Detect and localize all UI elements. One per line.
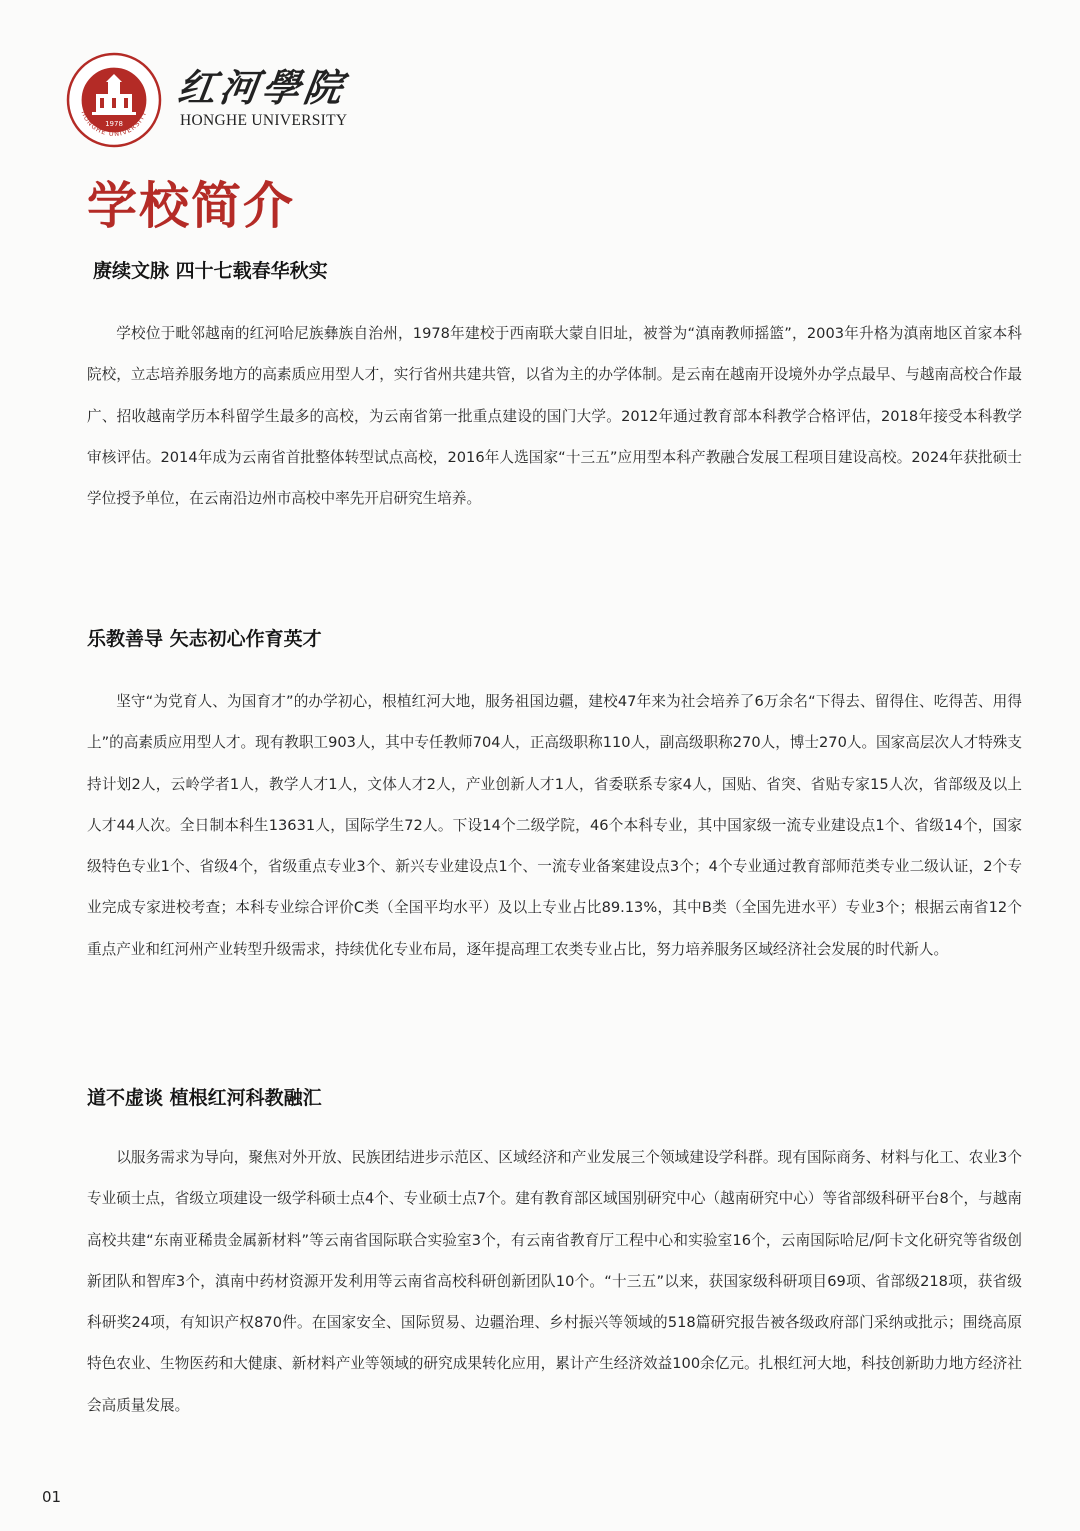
seal-ring-text: HONGHE UNIVERSITY [79,109,149,139]
brand-wordmark [174,65,350,130]
brand-en-name: HONGHE UNIVERSITY [180,112,348,129]
section-body: 学校位于毗邻越南的红河哈尼族彝族自治州，1978年建校于西南联大蒙自旧址，被誉为“滇南教师摇篮”，2003年升格为滇南地区首家本科院校，立志培养服务地方的高素质应用型人才，实行省州共建共管，以省为主的办学体制。是云南在越南开设境外办学点最早、与越南高校合作最广、招收越南学历本科留学生最多的高校，为云南省第一批重点建设的国门大学。2012年通过教育部本科教学合格评估，2018年接受本科教学审核评估。2014年成为云南省首批整体转型试点高校，2016年人选国家“十三五”应用型本科产教融合发展工程项目建设高校。2024年获批硕士学位授予单位，在云南沿边州市高校中率先开启研究生培养。 [87,325,1022,508]
section-body: 以服务需求为导向，聚焦对外开放、民族团结进步示范区、区域经济和产业发展三个领域建设学科群。现有国际商务、材料与化工、农业3个专业硕士点，省级立项建设一级学科硕士点4个、专业硕士点7个。建有教育部区域国别研究中心（越南研究中心）等省部级科研平台8个，与越南高校共建“东南亚稀贵金属新材料”等云南省国际联合实验室3个，有云南省教育厅工程中心和实验室16个，云南国际哈尼/阿卡文化研究等省级创新团队和智库3个，滇南中药材资源开发利用等云南省高校科研创新团队10个。“十三五”以来，获国家级科研项目69项、省部级218项，获省级科研奖24项，有知识产权870件。在国家安全、国际贸易、边疆治理、乡村振兴等领域的518篇研究报告被各级政府部门采纳或批示；围绕高原特色农业、生物医药和大健康、新材料产业等领域的研究成果转化应用，累计产生经济效益100余亿元。扎根红河大地，科技创新助力地方经济社会高质量发展。 [87,1149,1022,1414]
university-seal-logo [66,52,162,148]
header [66,52,466,152]
page-number: 01 [42,1488,62,1506]
seal-year: 1978 [105,120,123,128]
page-title: 学校简介 [87,177,295,235]
section-heading: 道不虚谈 植根红河科教融汇 [87,1087,322,1109]
section-teaching [87,624,1022,970]
section-body: 坚守“为党育人、为国育才”的办学初心，根植红河大地，服务祖国边疆，建校47年来为社会培养了6万余名“下得去、留得住、吃得苦、用得上”的高素质应用型人才。现有教职工903人，其中专任教师704人，正高级职称110人，副高级职称270人，博士270人。国家高层次人才特殊支持计划2人，云岭学者1人，教学人才1人，文体人才2人，产业创新人才1人，省委联系专家4人，国贴、省突、省贴专家15人次，省部级及以上人才44人次。全日制本科生13631人，国际学生72人。下设14个二级学院，46个本科专业，其中国家级一流专业建设点1个、省级14个，国家级特色专业1个、省级4个，省级重点专业3个、新兴专业建设点1个、一流专业备案建设点3个；4个专业通过教育部师范类专业二级认证，2个专业完成专家进校考查；本科专业综合评价C类（全国平均水平）及以上专业占比89.13%，其中B类（全国先进水平）专业3个；根据云南省12个重点产业和红河州产业转型升级需求，持续优化专业布局，逐年提高理工农类专业占比，努力培养服务区域经济社会发展的时代新人。 [87,693,1022,958]
section-heading: 赓续文脉 四十七载春华秋实 [93,260,328,282]
section-heritage [87,256,1022,519]
brand-cn-name: 红河學院 [174,65,350,110]
section-research [87,1083,1022,1426]
section-heading: 乐教善导 矢志初心作育英才 [87,628,322,650]
